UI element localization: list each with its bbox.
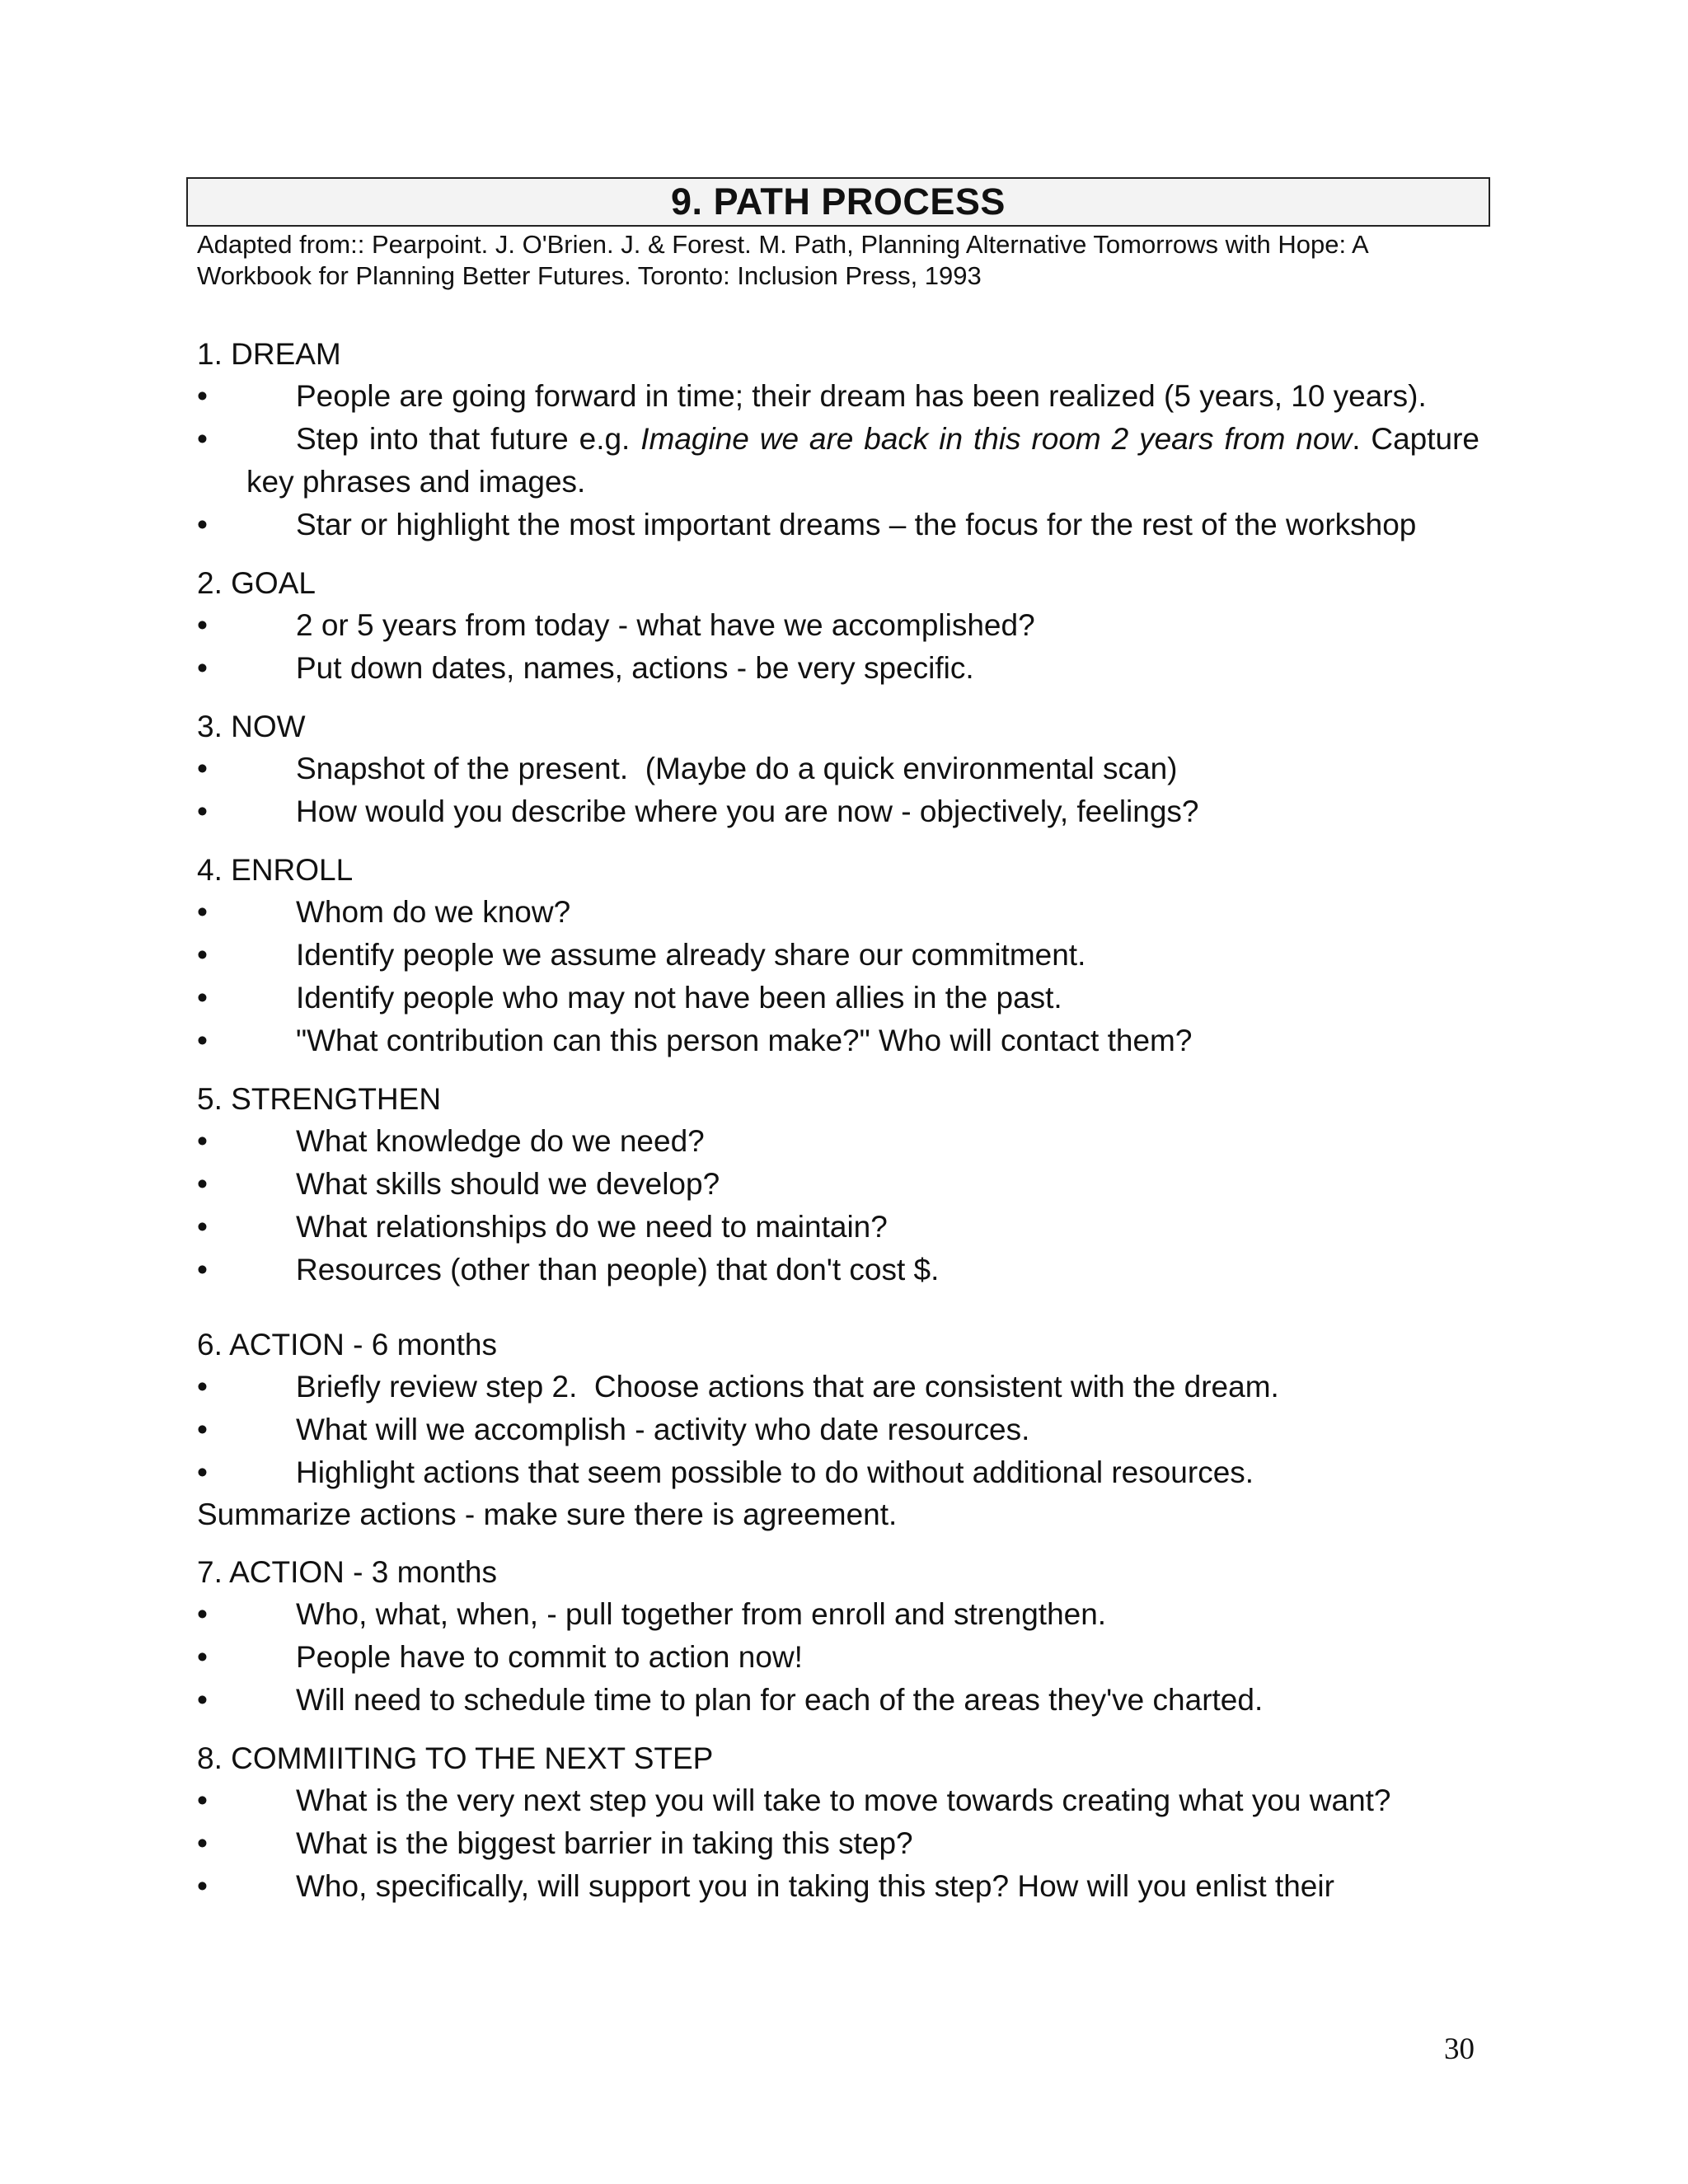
section-heading: 2. GOAL [197,566,316,600]
bullet-icon: • [197,608,208,642]
list-item [197,418,1479,504]
text-plain: . Capture key phrases and images. [246,422,1479,499]
list-item-text: What is the biggest barrier in taking this step? [296,1826,913,1860]
bullet-icon: • [197,794,208,828]
text-italic: Imagine we are back in this room 2 years from now [640,422,1353,456]
section-enroll [197,850,1479,1062]
bullet-icon: • [197,1370,208,1404]
section-heading: 8. COMMIITING TO THE NEXT STEP [197,1741,714,1775]
bullet-icon: • [197,508,208,541]
bullet-icon: • [197,422,208,456]
bullet-icon: • [197,1413,208,1446]
list-item [197,1822,1479,1865]
bullet-icon: • [197,1826,208,1860]
list-item [197,375,1479,418]
list-item [197,1865,1479,1908]
list-item [197,604,1479,647]
list-item-text: "What contribution can this person make?" Who will contact them? [296,1024,1193,1057]
bullet-icon: • [197,1167,208,1201]
list-item [197,1206,1479,1249]
list-item [197,1249,1479,1291]
section-action-3-months [197,1552,1479,1722]
section-heading: 7. ACTION - 3 months [197,1555,497,1589]
section-next-step [197,1738,1479,1908]
list-item-text: What is the very next step you will take to move towards creating what you want? [296,1783,1391,1817]
list-item-text: What relationships do we need to maintain? [296,1210,888,1244]
list-item [197,1451,1479,1494]
list-item-text: What skills should we develop? [296,1167,720,1201]
list-item [197,1019,1479,1062]
summary-text: Summarize actions - make sure there is agreement. [197,1497,898,1531]
list-item [197,1593,1479,1636]
list-item [197,1408,1479,1451]
bullet-icon: • [197,1124,208,1158]
list-item [197,1366,1479,1408]
page-title: 9. PATH PROCESS [671,180,1006,223]
bullet-icon: • [197,938,208,972]
list-item-text: Resources (other than people) that don't cost $. [296,1253,940,1286]
list-item-text: People have to commit to action now! [296,1640,803,1674]
bullet-icon: • [197,1869,208,1903]
list-item [197,748,1479,790]
list-item-text: Whom do we know? [296,895,571,929]
section-strengthen [197,1079,1479,1291]
list-item [197,1120,1479,1163]
source-citation: Adapted from:: Pearpoint. J. O'Brien. J. & Forest. M. Path, Planning Alternative Tomorrows with Hope: A Workbook for Planning Better Futures. Toronto: Inclusion Press, 1993 [197,230,1367,290]
list-item-text: Highlight actions that seem possible to do without additional resources. [296,1455,1254,1489]
list-item [197,504,1479,546]
bullet-icon: • [197,1640,208,1674]
bullet-icon: • [197,1597,208,1631]
list-item [197,934,1479,977]
section-heading: 3. NOW [197,710,306,743]
list-item [197,977,1479,1019]
section-heading: 6. ACTION - 6 months [197,1328,497,1361]
bullet-icon: • [197,379,208,413]
bullet-icon: • [197,1683,208,1717]
list-item-text: People are going forward in time; their dream has been realized (5 years, 10 years). [296,379,1427,413]
list-item-text: Will need to schedule time to plan for each of the areas they've charted. [296,1683,1264,1717]
section-heading: 5. STRENGTHEN [197,1082,442,1116]
list-item [197,647,1479,690]
text-plain: Step into that future e.g. [296,422,641,456]
list-item [197,1636,1479,1679]
section-goal [197,563,1479,690]
bullet-icon: • [197,752,208,785]
list-item [197,891,1479,934]
section-action-6-months [197,1324,1479,1535]
bullet-icon: • [197,981,208,1015]
list-item-text [246,418,1479,504]
title-box [186,177,1490,227]
bullet-icon: • [197,1210,208,1244]
section-heading: 1. DREAM [197,337,341,371]
list-item-text: Identify people we assume already share our commitment. [296,938,1086,972]
list-item-text: How would you describe where you are now - objectively, feelings? [296,794,1199,828]
list-item [197,790,1479,833]
section-heading: 4. ENROLL [197,853,354,887]
list-item-text: What knowledge do we need? [296,1124,705,1158]
content-body [197,334,1479,1924]
list-item [197,1679,1479,1722]
bullet-icon: • [197,1024,208,1057]
list-item-text: 2 or 5 years from today - what have we accomplished? [296,608,1035,642]
list-item-text: Star or highlight the most important dreams – the focus for the rest of the workshop [296,508,1417,541]
list-item-text: Who, specifically, will support you in taking this step? How will you enlist their [296,1869,1334,1903]
list-item-text: Identify people who may not have been allies in the past. [296,981,1062,1015]
list-item-text: Who, what, when, - pull together from enroll and strengthen. [296,1597,1107,1631]
list-item-text: Briefly review step 2. Choose actions that are consistent with the dream. [296,1370,1279,1404]
list-item-text: Put down dates, names, actions - be very specific. [296,651,974,685]
list-item-text: What will we accomplish - activity who date resources. [296,1413,1030,1446]
section-dream [197,334,1479,546]
list-item-text: Snapshot of the present. (Maybe do a quick environmental scan) [296,752,1178,785]
page-number: 30 [1444,2032,1475,2066]
bullet-icon: • [197,651,208,685]
list-item [197,1163,1479,1206]
section-now [197,706,1479,833]
bullet-icon: • [197,895,208,929]
bullet-icon: • [197,1783,208,1817]
list-item [197,1779,1479,1822]
bullet-icon: • [197,1253,208,1286]
bullet-icon: • [197,1455,208,1489]
